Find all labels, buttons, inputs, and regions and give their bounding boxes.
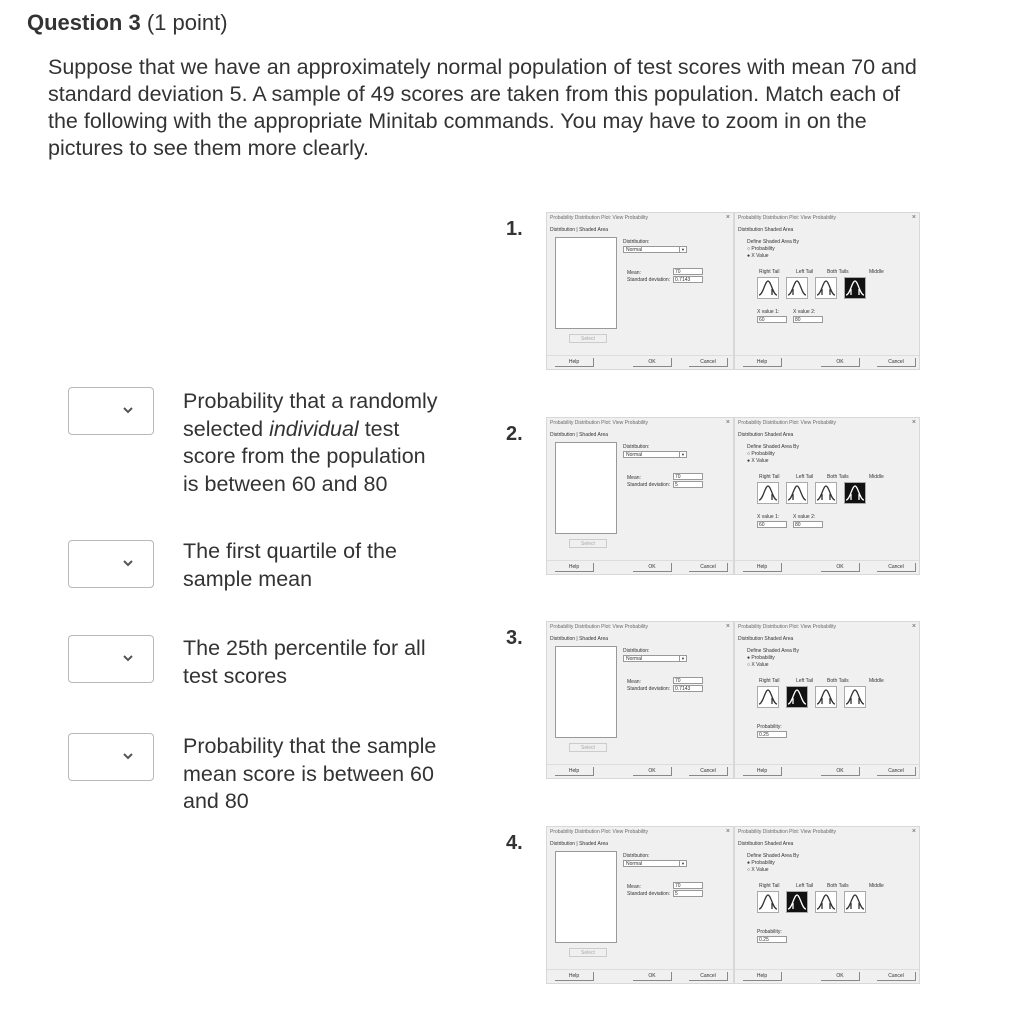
xvalue2-field: 80: [793, 316, 823, 323]
ok-button: OK: [633, 972, 672, 981]
prompt-line: [183, 416, 438, 444]
left-tail-option: [786, 686, 808, 708]
prompt-text: test: [358, 416, 400, 441]
probability-label: Probability:: [757, 929, 782, 935]
define-label: Define Shaded Area By: [747, 444, 799, 450]
xvalue1-field: 60: [757, 316, 787, 323]
variable-listbox: [555, 646, 617, 738]
dropdown-arrow-icon: ▼: [679, 861, 686, 866]
define-label: Define Shaded Area By: [747, 239, 799, 245]
radio-xvalue: [747, 458, 769, 464]
both-tails-label: Both Tails: [827, 678, 849, 684]
distribution-curve-icon: [845, 483, 865, 503]
chevron-down-icon: [121, 554, 135, 572]
shaded-area-dialog: [734, 621, 920, 779]
button-bar: [735, 969, 919, 982]
both-tail-option: [815, 686, 837, 708]
prompt-line: test scores: [183, 663, 287, 688]
mean-label: Mean:: [627, 475, 641, 481]
chevron-down-icon: [121, 747, 135, 765]
match-prompt-2: [183, 538, 397, 593]
distribution-dropdown: [623, 860, 687, 867]
prompt-line: and 80: [183, 789, 249, 813]
distribution-label: Distribution:: [623, 444, 650, 450]
both-tail-option: [815, 277, 837, 299]
left-tail-option: [786, 891, 808, 913]
help-button: Help: [555, 972, 594, 981]
xvalue1-label: X value 1:: [757, 514, 780, 520]
tab-shaded-area: Shaded Area: [579, 432, 609, 438]
radio-dot: ●: [747, 458, 751, 464]
question-number: Question 3: [27, 10, 141, 35]
variable-listbox: [555, 851, 617, 943]
radio-probability: [747, 451, 775, 457]
distribution-curve-icon: [787, 278, 807, 298]
help-button: Help: [555, 358, 594, 367]
define-label: Define Shaded Area By: [747, 853, 799, 859]
middle-label: Middle: [869, 678, 884, 684]
sd-label: Standard deviation:: [627, 686, 671, 692]
distribution-curve-icon: [816, 687, 836, 707]
distribution-curve-icon: [758, 483, 778, 503]
dialog-title: Probability Distribution Plot: View Probability: [550, 624, 649, 630]
button-bar: [547, 560, 733, 573]
right-tail-option: [757, 686, 779, 708]
button-bar: [735, 764, 919, 777]
answer-select-3[interactable]: [68, 635, 154, 683]
variable-listbox: [555, 237, 617, 329]
cancel-button: Cancel: [689, 358, 728, 367]
prompt-line: The 25th percentile for all: [183, 636, 426, 660]
tab-distribution: Distribution: [738, 227, 764, 233]
help-button: Help: [555, 767, 594, 776]
sd-field: 5: [673, 481, 703, 488]
right-tail-label: Right Tail: [759, 678, 780, 684]
option-number: 3.: [506, 627, 523, 649]
ok-button: OK: [633, 358, 672, 367]
radio-xvalue-label: X Value: [751, 867, 769, 873]
shaded-area-dialog: [734, 417, 920, 575]
distribution-dialog: [546, 417, 734, 575]
cancel-button: Cancel: [689, 767, 728, 776]
chevron-down-icon: [121, 649, 135, 667]
button-bar: [547, 355, 733, 368]
right-tail-option: [757, 891, 779, 913]
distribution-curve-icon: [758, 687, 778, 707]
close-icon: ×: [725, 623, 730, 630]
dropdown-arrow-icon: ▼: [679, 247, 686, 252]
distribution-value: Normal: [626, 861, 643, 867]
middle-label: Middle: [869, 474, 884, 480]
chevron-down-icon: [121, 401, 135, 419]
radio-probability-label: Probability: [751, 451, 775, 457]
mean-label: Mean:: [627, 679, 641, 685]
radio-dot: ○: [747, 867, 751, 873]
distribution-curve-icon: [758, 892, 778, 912]
distribution-curve-icon: [845, 687, 865, 707]
left-tail-label: Left Tail: [796, 883, 814, 889]
tab-distribution: Distribution: [550, 227, 576, 233]
left-tail-option: [786, 277, 808, 299]
option-number: 2.: [506, 423, 523, 445]
probability-label: Probability:: [757, 724, 782, 730]
tab-distribution: Distribution: [550, 636, 576, 642]
middle-tail-option: [844, 277, 866, 299]
left-tail-label: Left Tail: [796, 474, 814, 480]
cancel-button: Cancel: [877, 563, 916, 572]
shaded-area-dialog: [734, 826, 920, 984]
button-bar: [547, 764, 733, 777]
select-button: Select: [569, 743, 607, 752]
middle-label: Middle: [869, 883, 884, 889]
close-icon: ×: [911, 828, 916, 835]
prompt-line: The first quartile of the: [183, 539, 397, 563]
tab-distribution: Distribution: [738, 636, 764, 642]
radio-dot: ●: [747, 655, 751, 661]
right-tail-label: Right Tail: [759, 269, 780, 275]
distribution-value: Normal: [626, 452, 643, 458]
distribution-curve-icon: [845, 892, 865, 912]
ok-button: OK: [633, 767, 672, 776]
sd-label: Standard deviation:: [627, 277, 671, 283]
select-button: Select: [569, 334, 607, 343]
dropdown-arrow-icon: ▼: [679, 656, 686, 661]
distribution-curve-icon: [787, 483, 807, 503]
middle-tail-option: [844, 891, 866, 913]
distribution-dropdown: [623, 246, 687, 253]
mean-field: 70: [673, 677, 703, 684]
variable-listbox: [555, 442, 617, 534]
distribution-dialog: [546, 621, 734, 779]
sd-label: Standard deviation:: [627, 482, 671, 488]
option-number: 4.: [506, 832, 523, 854]
question-title: [27, 10, 228, 36]
prompt-line: is between 60 and 80: [183, 471, 388, 496]
button-bar: [547, 969, 733, 982]
tab-distribution: Distribution: [738, 841, 764, 847]
tab-distribution: Distribution: [550, 432, 576, 438]
prompt-line: sample mean: [183, 566, 313, 591]
help-button: Help: [743, 972, 782, 981]
probability-field: 0.25: [757, 731, 787, 738]
cancel-button: Cancel: [877, 972, 916, 981]
dialog-tabs: Distribution | Shaded Area: [550, 636, 609, 642]
prompt-line: score from the population: [183, 444, 426, 468]
both-tail-option: [815, 482, 837, 504]
shaded-area-dialog: [734, 212, 920, 370]
answer-select-4[interactable]: [68, 733, 154, 781]
radio-dot: ○: [747, 246, 751, 252]
minitab-screenshot-2: [546, 417, 920, 575]
distribution-value: Normal: [626, 247, 643, 253]
close-icon: ×: [725, 214, 730, 221]
both-tails-label: Both Tails: [827, 474, 849, 480]
prompt-text: selected: [183, 416, 270, 441]
dialog-tabs: Distribution | Shaded Area: [550, 841, 609, 847]
dialog-title: Probability Distribution Plot: View Probability: [738, 624, 837, 630]
probability-field: 0.25: [757, 936, 787, 943]
radio-probability-label: Probability: [751, 655, 775, 661]
radio-probability-label: Probability: [751, 860, 775, 866]
dialog-tabs: [738, 227, 793, 233]
dialog-tabs: [738, 841, 793, 847]
distribution-label: Distribution:: [623, 648, 650, 654]
tab-shaded-area: Shaded Area: [579, 841, 609, 847]
sd-label: Standard deviation:: [627, 891, 671, 897]
dialog-title: Probability Distribution Plot: View Probability: [550, 420, 649, 426]
radio-probability-label: Probability: [751, 246, 775, 252]
middle-label: Middle: [869, 269, 884, 275]
radio-probability: [747, 860, 775, 866]
question-text: Suppose that we have an approximately normal population of test scores with mean 70 and standard deviation 5. A sample of 49 scores are taken from this population. Match each of the following with the appropriate Minitab commands. You may have to zoom in on the pictures to see them more clearly.: [48, 55, 917, 160]
radio-dot: ●: [747, 253, 751, 259]
select-button: Select: [569, 948, 607, 957]
mean-field: 70: [673, 473, 703, 480]
distribution-dropdown: [623, 451, 687, 458]
help-button: Help: [743, 767, 782, 776]
match-prompt-4: [183, 733, 436, 816]
radio-dot: ○: [747, 662, 751, 668]
tail-options: [750, 269, 884, 301]
mean-label: Mean:: [627, 270, 641, 276]
radio-xvalue-label: X Value: [751, 253, 769, 259]
right-tail-option: [757, 277, 779, 299]
distribution-dialog: [546, 826, 734, 984]
dialog-title: Probability Distribution Plot: View Probability: [738, 829, 837, 835]
distribution-curve-icon: [845, 278, 865, 298]
radio-dot: ●: [747, 860, 751, 866]
distribution-curve-icon: [816, 892, 836, 912]
help-button: Help: [743, 563, 782, 572]
dialog-title: Probability Distribution Plot: View Probability: [550, 829, 649, 835]
button-bar: [735, 560, 919, 573]
mean-field: 70: [673, 268, 703, 275]
answer-select-1[interactable]: [68, 387, 154, 435]
radio-dot: ○: [747, 451, 751, 457]
tail-options: [750, 883, 884, 915]
match-prompt-1: [183, 388, 438, 498]
dialog-tabs: Distribution | Shaded Area: [550, 432, 609, 438]
sd-field: 5: [673, 890, 703, 897]
xvalue1-label: X value 1:: [757, 309, 780, 315]
cancel-button: Cancel: [689, 972, 728, 981]
distribution-curve-icon: [816, 278, 836, 298]
right-tail-option: [757, 482, 779, 504]
tail-options: [750, 678, 884, 710]
distribution-label: Distribution:: [623, 239, 650, 245]
close-icon: ×: [725, 419, 730, 426]
distribution-label: Distribution:: [623, 853, 650, 859]
both-tail-option: [815, 891, 837, 913]
radio-xvalue: [747, 253, 769, 259]
radio-probability: [747, 655, 775, 661]
distribution-curve-icon: [816, 483, 836, 503]
tab-shaded-area: Shaded Area: [764, 432, 794, 438]
minitab-screenshot-3: [546, 621, 920, 779]
sd-field: 0.7143: [673, 685, 703, 692]
tab-shaded-area: Shaded Area: [764, 636, 794, 642]
define-label: Define Shaded Area By: [747, 648, 799, 654]
sd-field: 0.7143: [673, 276, 703, 283]
ok-button: OK: [821, 358, 860, 367]
radio-xvalue-label: X Value: [751, 662, 769, 668]
distribution-dialog: [546, 212, 734, 370]
dialog-title: Probability Distribution Plot: View Probability: [738, 215, 837, 221]
answer-select-2[interactable]: [68, 540, 154, 588]
tab-distribution: Distribution: [738, 432, 764, 438]
option-number: 1.: [506, 218, 523, 240]
radio-xvalue-label: X Value: [751, 458, 769, 464]
ok-button: OK: [821, 563, 860, 572]
mean-field: 70: [673, 882, 703, 889]
match-prompt-3: [183, 635, 426, 690]
tab-shaded-area: Shaded Area: [764, 227, 794, 233]
middle-tail-option: [844, 686, 866, 708]
minitab-screenshot-1: [546, 212, 920, 370]
tail-options: [750, 474, 884, 506]
ok-button: OK: [821, 767, 860, 776]
prompt-line: Probability that a randomly: [183, 389, 438, 413]
cancel-button: Cancel: [689, 563, 728, 572]
dialog-tabs: [738, 636, 793, 642]
radio-xvalue: [747, 867, 769, 873]
tab-shaded-area: Shaded Area: [579, 227, 609, 233]
dialog-title: Probability Distribution Plot: View Probability: [550, 215, 649, 221]
right-tail-label: Right Tail: [759, 474, 780, 480]
dialog-title: Probability Distribution Plot: View Probability: [738, 420, 837, 426]
dropdown-arrow-icon: ▼: [679, 452, 686, 457]
cancel-button: Cancel: [877, 767, 916, 776]
radio-xvalue: [747, 662, 769, 668]
distribution-value: Normal: [626, 656, 643, 662]
prompt-line: Probability that the sample: [183, 734, 437, 758]
dialog-tabs: Distribution | Shaded Area: [550, 227, 609, 233]
close-icon: ×: [725, 828, 730, 835]
tab-shaded-area: Shaded Area: [764, 841, 794, 847]
question-points: (1 point): [146, 10, 228, 35]
close-icon: ×: [911, 419, 916, 426]
dialog-tabs: [738, 432, 793, 438]
mean-label: Mean:: [627, 884, 641, 890]
help-button: Help: [555, 563, 594, 572]
ok-button: OK: [821, 972, 860, 981]
both-tails-label: Both Tails: [827, 269, 849, 275]
minitab-screenshot-4: [546, 826, 920, 984]
right-tail-label: Right Tail: [759, 883, 780, 889]
prompt-emphasis: individual: [269, 416, 359, 441]
close-icon: ×: [911, 214, 916, 221]
left-tail-option: [786, 482, 808, 504]
left-tail-label: Left Tail: [796, 269, 814, 275]
distribution-curve-icon: [758, 278, 778, 298]
xvalue2-field: 80: [793, 521, 823, 528]
cancel-button: Cancel: [877, 358, 916, 367]
ok-button: OK: [633, 563, 672, 572]
distribution-dropdown: [623, 655, 687, 662]
left-tail-label: Left Tail: [796, 678, 814, 684]
tab-distribution: Distribution: [550, 841, 576, 847]
close-icon: ×: [911, 623, 916, 630]
button-bar: [735, 355, 919, 368]
select-button: Select: [569, 539, 607, 548]
help-button: Help: [743, 358, 782, 367]
tab-shaded-area: Shaded Area: [579, 636, 609, 642]
distribution-curve-icon: [787, 892, 807, 912]
middle-tail-option: [844, 482, 866, 504]
radio-probability: [747, 246, 775, 252]
xvalue2-label: X value 2:: [793, 514, 816, 520]
distribution-curve-icon: [787, 687, 807, 707]
both-tails-label: Both Tails: [827, 883, 849, 889]
prompt-line: mean score is between 60: [183, 761, 434, 786]
xvalue2-label: X value 2:: [793, 309, 816, 315]
xvalue1-field: 60: [757, 521, 787, 528]
